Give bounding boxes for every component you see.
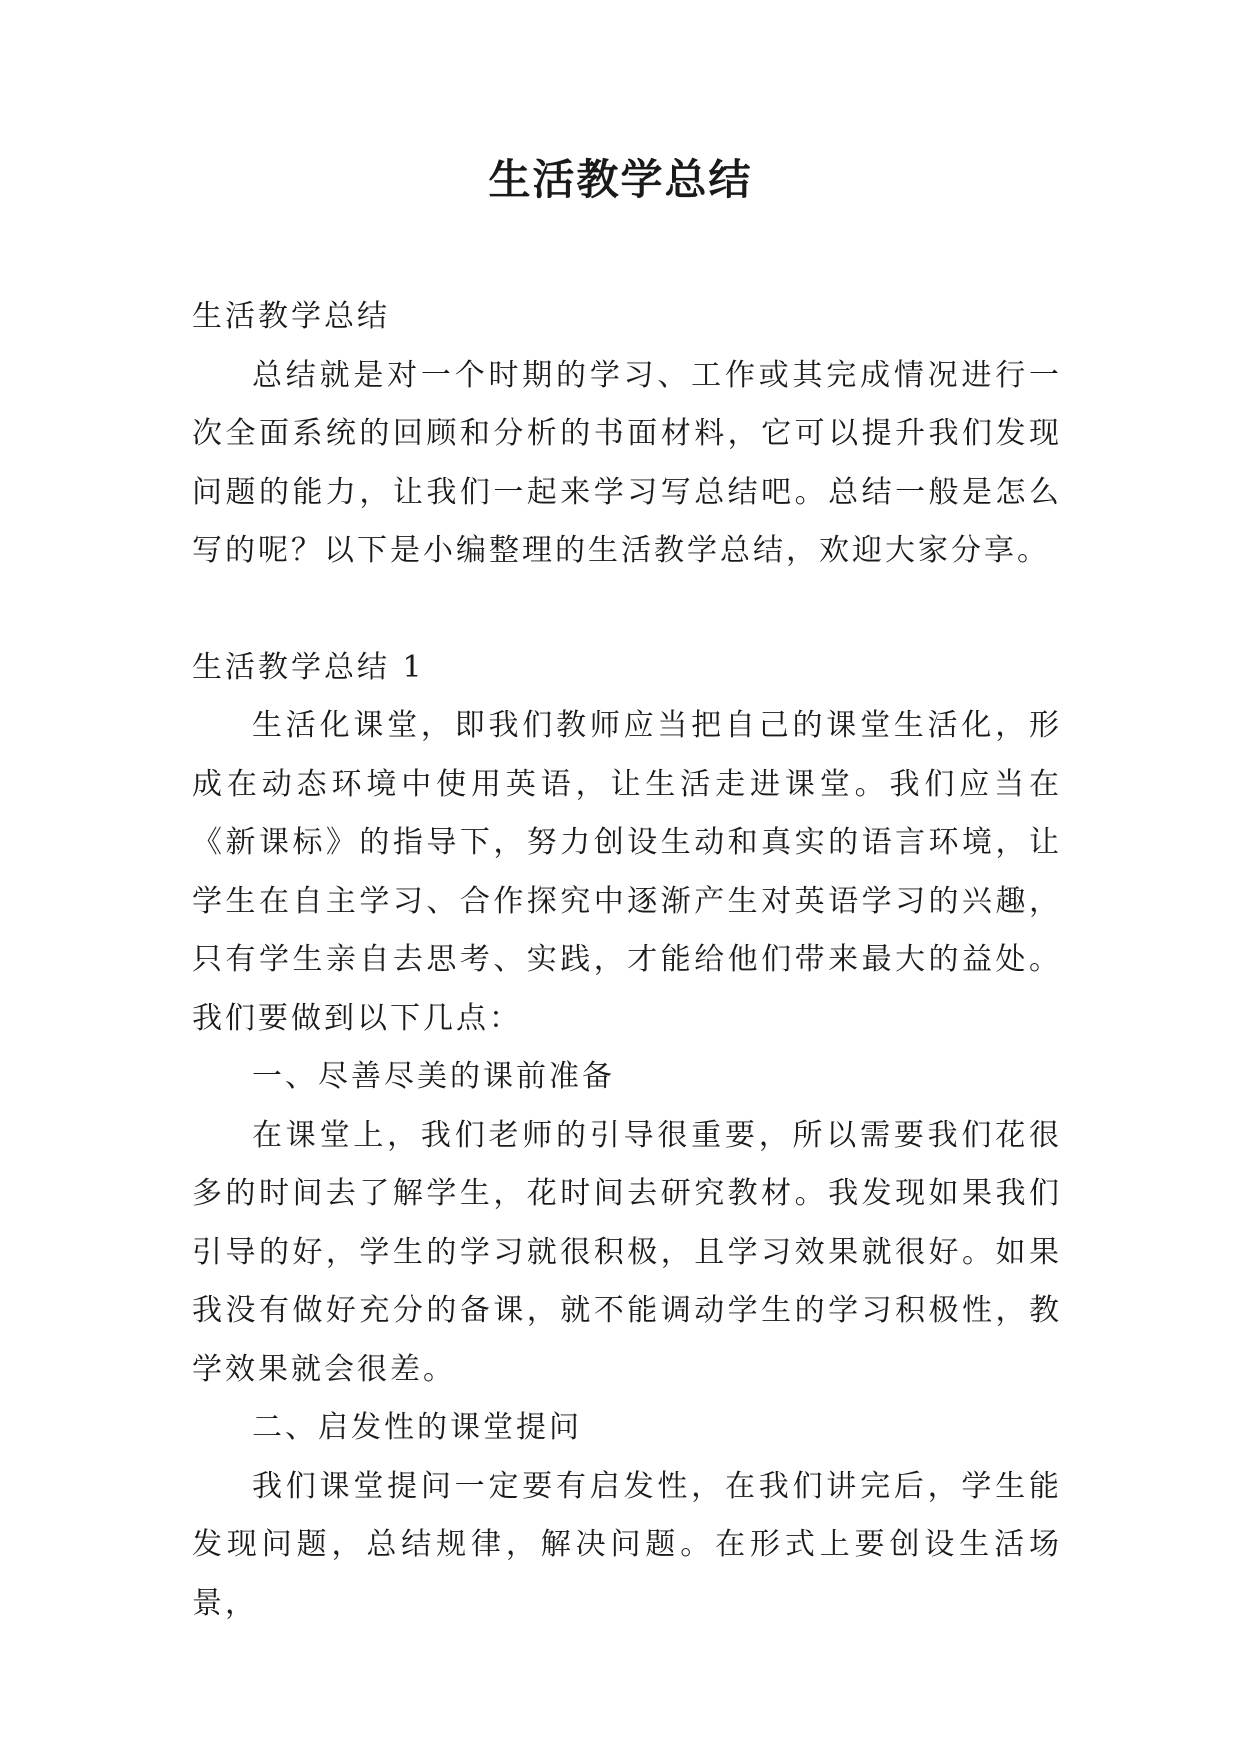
section1-subheading-2: 二、启发性的课堂提问	[252, 1410, 582, 1445]
document-body	[192, 288, 1062, 1633]
section1-paragraph-1: 生活化课堂，即我们教师应当把自己的课堂生活化，形成在动态环境中使用英语，让生活走进课堂。我们应当在《新课标》的指导下，努力创设生动和真实的语言环境，让学生在自主学习、合作探究中逐渐产生对英语学习的兴趣，只有学生亲自去思考、实践，才能给他们带来最大的益处。我们要做到以下几点：	[192, 708, 1062, 1036]
section1-paragraph-2: 在课堂上，我们老师的引导很重要，所以需要我们花很多的时间去了解学生，花时间去研究教材。我发现如果我们引导的好，学生的学习就很积极，且学习效果就很好。如果我没有做好充分的备课，就不能调动学生的学习积极性，教学效果就会很差。	[192, 1117, 1062, 1387]
section-gap	[192, 581, 1062, 639]
intro-heading: 生活教学总结	[192, 299, 390, 334]
section1-subheading-1: 一、尽善尽美的课前准备	[252, 1059, 615, 1094]
section1-heading: 生活教学总结 1	[192, 649, 425, 685]
section1-paragraph-3: 我们课堂提问一定要有启发性，在我们讲完后，学生能发现问题，总结规律，解决问题。在形式上要创设生活场景，	[192, 1468, 1062, 1621]
document-title: 生活教学总结	[488, 155, 753, 204]
intro-paragraph: 总结就是对一个时期的学习、工作或其完成情况进行一次全面系统的回顾和分析的书面材料，它可以提升我们发现问题的能力，让我们一起来学习写总结吧。总结一般是怎么写的呢？以下是小编整理的生活教学总结，欢迎大家分享。	[192, 357, 1062, 568]
